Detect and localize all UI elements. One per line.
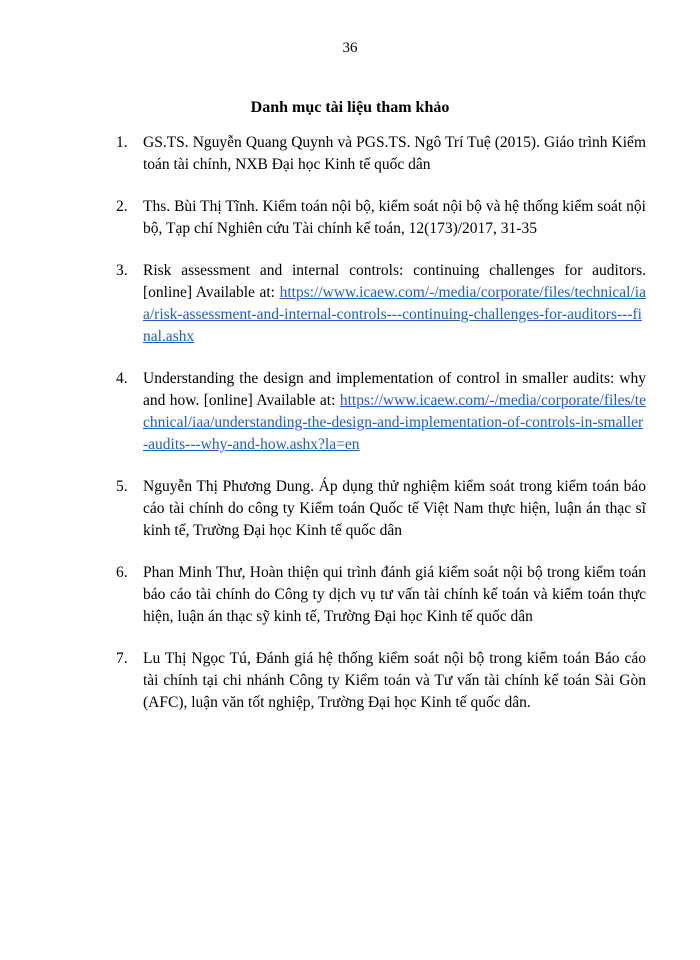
list-item-text: Nguyễn Thị Phương Dung. Áp dụng thử nghiệm kiểm soát trong kiểm toán báo cáo tài chính do công ty Kiểm toán Quốc tế Việt Nam thực hiện, luận án thạc sĩ kinh tế, Trường Đại học Kinh tế quốc dân [143, 478, 646, 539]
list-item [116, 648, 646, 714]
list-item [116, 196, 646, 240]
list-item [116, 132, 646, 176]
page-number: 36 [342, 40, 358, 56]
list-item-text: Lu Thị Ngọc Tú, Đánh giá hệ thống kiểm soát nội bộ trong kiểm toán Báo cáo tài chính tại chi nhánh Công ty Kiểm toán và Tư vấn tài chính kế toán Sài Gòn (AFC), luận văn tốt nghiệp, Trường Đại học Kinh tế quốc dân. [143, 650, 646, 711]
list-item [116, 476, 646, 542]
list-item [116, 562, 646, 628]
list-item-number: 2. [116, 198, 128, 215]
list-item-body [143, 368, 646, 456]
reference-link[interactable]: https://www.icaew.com/-/media/corporate/files/technical/iaa/risk-assessment-and-internal-controls---continuing-challenges-for-auditors---final.ashx [143, 284, 646, 345]
list-item [116, 260, 646, 348]
reference-list [116, 132, 646, 734]
list-item-body [143, 260, 646, 348]
page-title: Danh mục tài liệu tham khảo [250, 99, 450, 116]
list-item-number: 6. [116, 564, 128, 581]
reference-link[interactable]: https://www.icaew.com/-/media/corporate/files/technical/iaa/understanding-the-design-and-implementation-of-controls-in-smaller-audits---why-and-how.ashx?la=en [143, 392, 646, 453]
list-item [116, 368, 646, 456]
list-item-text: Risk assessment and internal controls: continuing challenges for auditors. [online] Available at: [143, 262, 646, 301]
list-item-number: 5. [116, 478, 128, 495]
list-item-text: GS.TS. Nguyễn Quang Quynh và PGS.TS. Ngô Trí Tuệ (2015). Giáo trình Kiểm toán tài chính, NXB Đại học Kinh tế quốc dân [143, 134, 646, 173]
list-item-text: Understanding the design and implementation of control in smaller audits: why and how. [online] Available at: [143, 370, 646, 409]
list-item-number: 3. [116, 262, 128, 279]
list-item-number: 7. [116, 650, 128, 667]
list-item-number: 4. [116, 370, 128, 387]
list-item-text: Phan Minh Thư, Hoàn thiện qui trình đánh giá kiểm soát nội bộ trong kiểm toán báo cáo tài chính do Công ty dịch vụ tư vấn tài chính kế toán và kiểm toán thực hiện, luận án thạc sỹ kinh tế, Trường Đại học Kinh tế quốc dân [143, 564, 646, 625]
list-item-text: Ths. Bùi Thị Tĩnh. Kiểm toán nội bộ, kiểm soát nội bộ và hệ thống kiểm soát nội bộ, Tạp chí Nghiên cứu Tài chính kế toán, 12(173)/2017, 31-35 [143, 198, 646, 237]
list-item-number: 1. [116, 134, 128, 151]
